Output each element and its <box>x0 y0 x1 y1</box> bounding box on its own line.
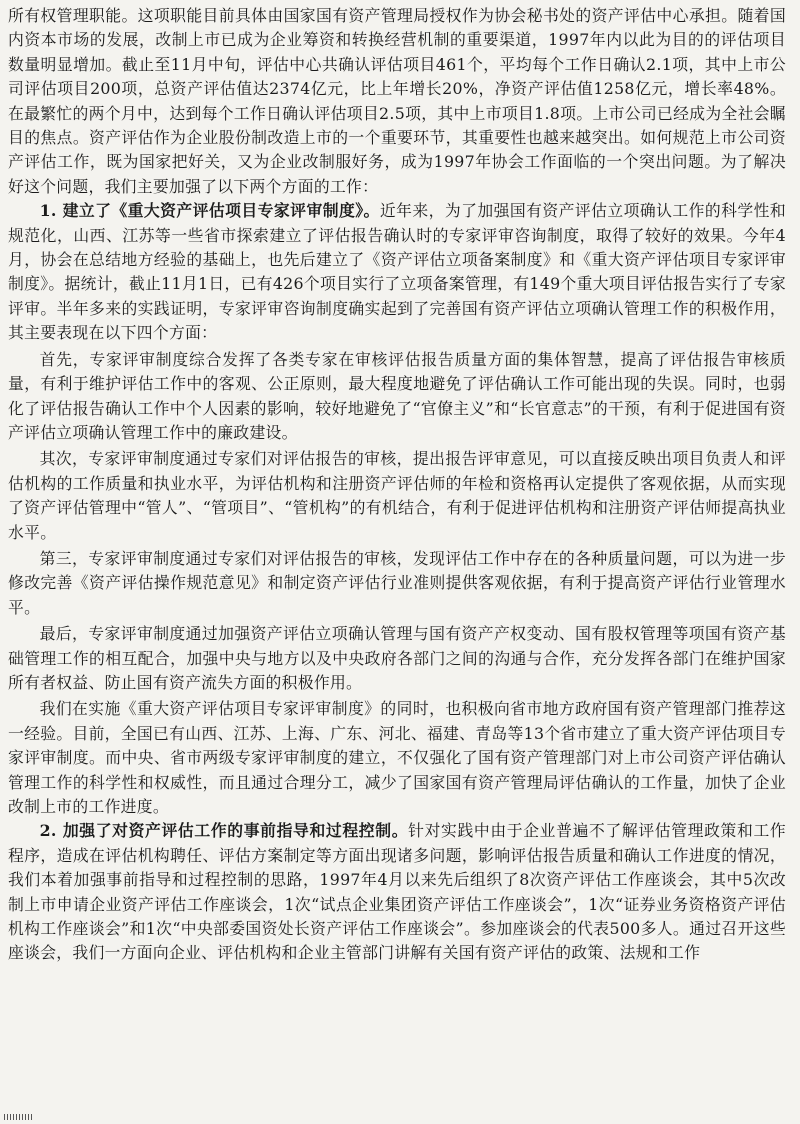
section-heading: 2. 加强了对资产评估工作的事前指导和过程控制。 <box>39 821 409 841</box>
paragraph-first-point <box>8 348 786 446</box>
paragraph-recommendation <box>8 697 786 819</box>
paragraph-text: 针对实践中由于企业普遍不了解评估管理政策和工作程序，造成在评估机构聘任、评估方案制定等方面出现诸多问题，影响评估报告质量和确认工作进度的情况，我们本着加强事前指导和过程控制的思路，1997年4月以来先后组织了8次资产评估工作座谈会，其中5次改制上市申请企业资产评估工作座谈会，1次“试点企业集团资产评估工作座谈会”，1次“证券业务资格资产评估机构工作座谈会”和1次“中央部委国资处长资产评估工作座谈会”。参加座谈会的代表500多人。通过召开这些座谈会，我们一方面向企业、评估机构和企业主管部门讲解有关国有资产评估的政策、法规和工作 <box>8 821 786 963</box>
paragraph-text: 所有权管理职能。这项职能目前具体由国家国有资产管理局授权作为协会秘书处的资产评估中心承担。随着国内资本市场的发展，改制上市已成为企业筹资和转换经营机制的重要渠道，1997年内以此为目的的评估项目数量明显增加。截止至11月中旬，评估中心共确认评估项目461个，平均每个工作日确认2.1项，其中上市公司评估项目200项，总资产评估值达2374亿元，比上年增长20%，净资产评估值1258亿元，增长率48%。在最繁忙的两个月中，达到每个工作日确认评估项目2.5项，其中上市项目1.8项。上市公司已经成为全社会瞩目的焦点。资产评估作为企业股份制改造上市的一个重要环节，其重要性也越来越突出。如何规范上市公司资产评估工作，既为国家把好关，又为企业改制服好务，成为1997年协会工作面临的一个突出问题。为了解决好这个问题，我们主要加强了以下两个方面的工作： <box>8 6 786 196</box>
paragraph-text: 其次，专家评审制度通过专家们对评估报告的审核，提出报告评审意见，可以直接反映出项目负责人和评估机构的工作质量和执业水平，为评估机构和注册资产评估师的年检和资格再认定提供了客观依据，从而实现了资产评估管理中“管人”、“管项目”、“管机构”的有机结合，有利于促进评估机构和注册资产评估师提高执业水平。 <box>8 449 786 542</box>
paragraph-third-point <box>8 547 786 620</box>
paragraph-text: 第三，专家评审制度通过专家们对评估报告的审核，发现评估工作中存在的各种质量问题，可以为进一步修改完善《资产评估操作规范意见》和制定资产评估行业准则提供客观依据，有利于提高资产评估行业管理水平。 <box>8 548 786 617</box>
paragraph-section-1 <box>8 199 786 345</box>
paragraph-text: 近年来，为了加强国有资产评估立项确认工作的科学性和规范化，山西、江苏等一些省市探索建立了评估报告确认时的专家评审咨询制度，取得了较好的效果。今年4月，协会在总结地方经验的基础上，也先后建立了《资产评估立项备案制度》和《重大资产评估项目专家评审制度》。据统计，截止11月1日，已有426个项目实行了立项备案管理，有149个重大项目评估报告实行了专家评审。半年多来的实践证明，专家评审咨询制度确实起到了完善国有资产评估立项确认管理工作的积极作用，其主要表现在以下四个方面： <box>8 201 786 343</box>
paragraph-second-point <box>8 447 786 545</box>
section-heading: 1. 建立了《重大资产评估项目专家评审制度》。 <box>39 201 380 221</box>
paragraph-text: 首先，专家评审制度综合发挥了各类专家在审核评估报告质量方面的集体智慧，提高了评估报告审核质量，有利于维护评估工作中的客观、公正原则，最大程度地避免了评估确认工作可能出现的失误。同时，也弱化了评估报告确认工作中个人因素的影响，较好地避免了“官僚主义”和“长官意志”的干预，有利于促进国有资产评估立项确认管理工作中的廉政建设。 <box>8 349 786 442</box>
paragraph-text: 最后，专家评审制度通过加强资产评估立项确认管理与国有资产产权变动、国有股权管理等项国有资产基础管理工作的相互配合，加强中央与地方以及中央政府各部门之间的沟通与合作，充分发挥各部门在维护国家所有者权益、防止国有资产流失方面的积极作用。 <box>8 624 786 692</box>
document-page <box>8 4 786 966</box>
paragraph-intro <box>8 4 786 199</box>
paragraph-fourth-point <box>8 622 786 695</box>
scan-barcode-mark <box>4 1114 34 1120</box>
paragraph-text: 我们在实施《重大资产评估项目专家评审制度》的同时，也积极向省市地方政府国有资产管理部门推荐这一经验。目前，全国已有山西、江苏、上海、广东、河北、福建、青岛等13个省市建立了重大资产评估项目专家评审制度。而中央、省市两级专家评审制度的建立，不仅强化了国有资产管理部门对上市公司资产评估确认管理工作的科学性和权威性，而且通过合理分工，减少了国家国有资产管理局评估确认的工作量，加快了企业改制上市的工作进度。 <box>8 699 786 816</box>
paragraph-section-2 <box>8 819 786 965</box>
